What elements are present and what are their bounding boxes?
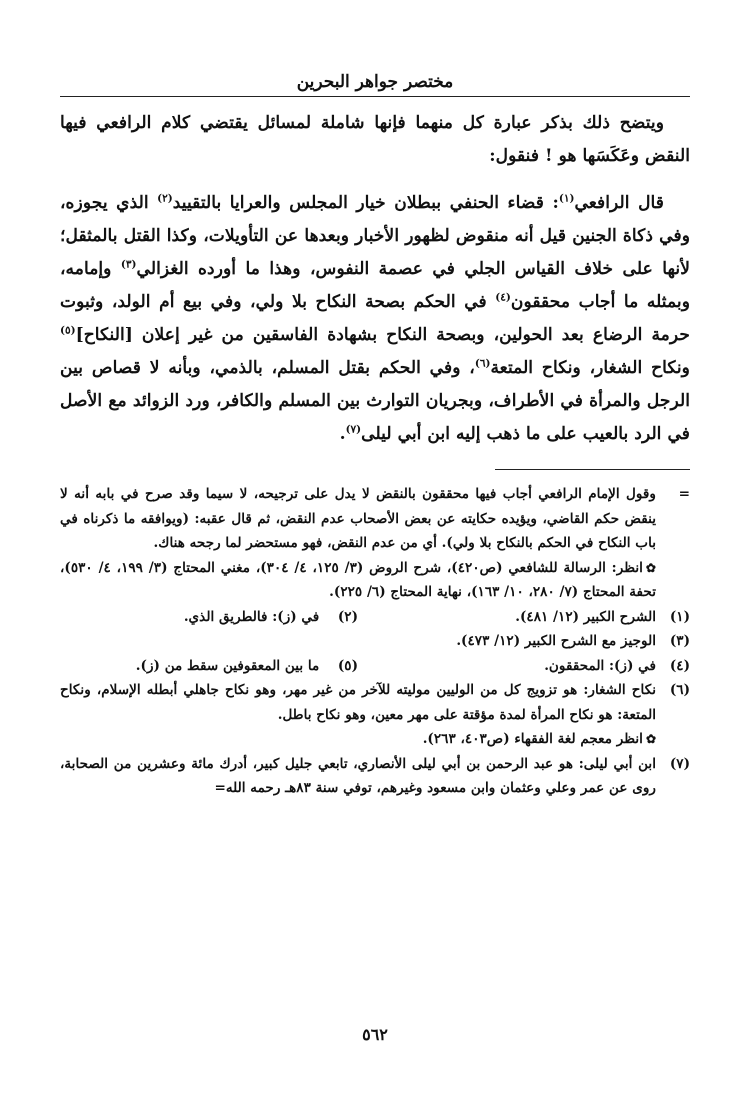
text-run: الذي يجوزه، وفي ذكاة الجنين قيل أنه منقوض لظهور الأخبار وبعدها عن التأويلات، وكذا القتل بالمثقل؛ لأنها على خلاف القياس الجلي في عصمة النفوس، وهذا ما أورده الغزالي <box>60 193 690 279</box>
footnote-ref-4[interactable]: (٤) <box>495 291 511 304</box>
footnote-number-3: (٣) <box>669 633 690 649</box>
footnote-number-1: (١) <box>669 608 690 625</box>
text-run: : قضاء الحنفي ببطلان خيار المجلس والعرايا بالتقييد <box>172 193 559 213</box>
footnote-ref-5[interactable]: (٥) <box>60 324 76 337</box>
term-ibn-abi-layla: ابن أبي ليلى <box>583 755 656 772</box>
paragraph-1: ويتضح ذلك بذكر عبارة كل منهما فإنها شاملة لمسائل يقتضي كلام الرافعي فيها النقض وعَكَسَها هو ! فنقول: <box>60 113 690 166</box>
footnote-source <box>60 556 690 605</box>
footnote-number-5: (٥) <box>337 657 358 674</box>
text-run: قال الرافعي <box>574 193 665 213</box>
page-number: ٥٦٢ <box>362 1025 388 1044</box>
footnote-number-2: (٢) <box>337 608 358 625</box>
footnote-separator <box>495 469 690 470</box>
footnote-6-text: : هو نكاح المرأة لمدة مؤقتة على مهر معين، وهو نكاح باطل. <box>277 706 623 723</box>
text-run: وإمامه، وبمثله ما أجاب محققون <box>60 259 690 312</box>
footnote-7-text: : هو عبد الرحمن بن أبي ليلى الأنصاري، تابعي جليل كبير، أدرك مائة وعشرين من الصحابة، روى عن عمر وعلي وعثمان وابن مسعود وغيرهم، توفي سنة ٨٣هـ رحمه الله= <box>60 755 656 796</box>
term-mutah: ونكاح المتعة <box>60 682 656 723</box>
continuation-mark: = <box>678 486 690 502</box>
footnote-row-1-2 <box>60 605 690 630</box>
footnote-6-source: انظر معجم لغة الفقهاء (ص٤٠٣، ٢٦٣). <box>422 731 643 747</box>
footnote-1: الشرح الكبير (١٢/ ٤٨١). <box>515 608 656 625</box>
footnote-6-text: : هو تزويج كل من الوليين موليته للآخر من غير مهر، وهو نكاح جاهلي أبطله الإسلام، <box>90 682 589 698</box>
footnote-continuation <box>60 482 690 556</box>
footnote-row-4-5 <box>60 654 690 679</box>
text-run: ونكاح الشغار، ونكاح المتعة <box>490 358 690 378</box>
footnote-5: ما بين المعقوفين سقط من (ز). <box>135 657 320 674</box>
page <box>60 70 690 801</box>
footnote-number-6: (٦) <box>669 682 690 698</box>
header-rule <box>60 96 690 97</box>
flower-icon: ✿ <box>645 560 656 575</box>
text-run: ، وفي الحكم بقتل المسلم، بالذمي، وبأنه لا قصاص بين الرجل والمرأة في الأطراف، وبجريان التوارث بين المسلم والكافر، ورد الزوائد مع الأصل في الرد بالعيب على ما ذهب إليه ابن أبي ليلى <box>60 358 690 444</box>
paragraph-2 <box>60 187 690 451</box>
footnote-row-6 <box>60 678 690 752</box>
footnote-ref-1[interactable]: (١) <box>558 192 575 205</box>
footnotes <box>60 482 690 801</box>
footnote-2: في (ز): فالطريق الذي. <box>183 608 320 625</box>
footnote-3: الوجيز مع الشرح الكبير (١٢/ ٤٧٣). <box>456 633 656 649</box>
footnote-number-4: (٤) <box>669 657 690 674</box>
term-shighar: نكاح الشغار <box>588 682 656 698</box>
footnote-ref-7[interactable]: (٧) <box>345 423 362 436</box>
source-text: انظر: الرسالة للشافعي (ص٤٢٠)، شرح الروض (٣/ ١٢٥، ٤/ ٣٠٤)، مغني المحتاج (٣/ ١٩٩، ٤/ ٥٣٠)، تحفة المحتاج (٧/ ٢٨٠، ١٠/ ١٦٣)، نهاية المحتاج (٦/ ٢٢٥). <box>60 559 656 600</box>
footnote-ref-2[interactable]: (٢) <box>157 192 173 205</box>
flower-icon: ✿ <box>645 732 656 746</box>
footnote-row-7 <box>60 752 690 801</box>
footnote-ref-6[interactable]: (٦) <box>474 357 491 370</box>
text-run: . <box>339 424 346 444</box>
text-run: في الحكم بصحة النكاح بلا ولي، وفي بيع أم الولد، وثبوت حرمة الرضاع بعد الحولين، وبصحة النكاح بشهادة الفاسقين من غير إعلان [النكاح] <box>60 292 690 345</box>
footnote-text: وقول الإمام الرافعي أجاب فيها محققون بالنقض لا يدل على ترجيحه، لا سيما وقد صرح في بابه أنه لا ينقض حكم القاضي، ويؤيده حكايته عن بعض الأصحاب عدم النقض، ثم قال عقبه: (ويوافقه ما ذكرناه في باب النكاح في الحكم بالنكاح بلا ولي). أي من عدم النقض، فهو مستحضر لما رجحه هناك. <box>60 486 656 551</box>
footnote-number-7: (٧) <box>669 755 690 772</box>
running-head: مختصر جواهر البحرين <box>296 72 454 92</box>
footnote-ref-3[interactable]: (٣) <box>120 258 137 271</box>
footnote-row-3 <box>60 629 690 654</box>
footnote-4: في (ز): المحققون. <box>544 657 656 674</box>
main-text <box>60 107 690 451</box>
